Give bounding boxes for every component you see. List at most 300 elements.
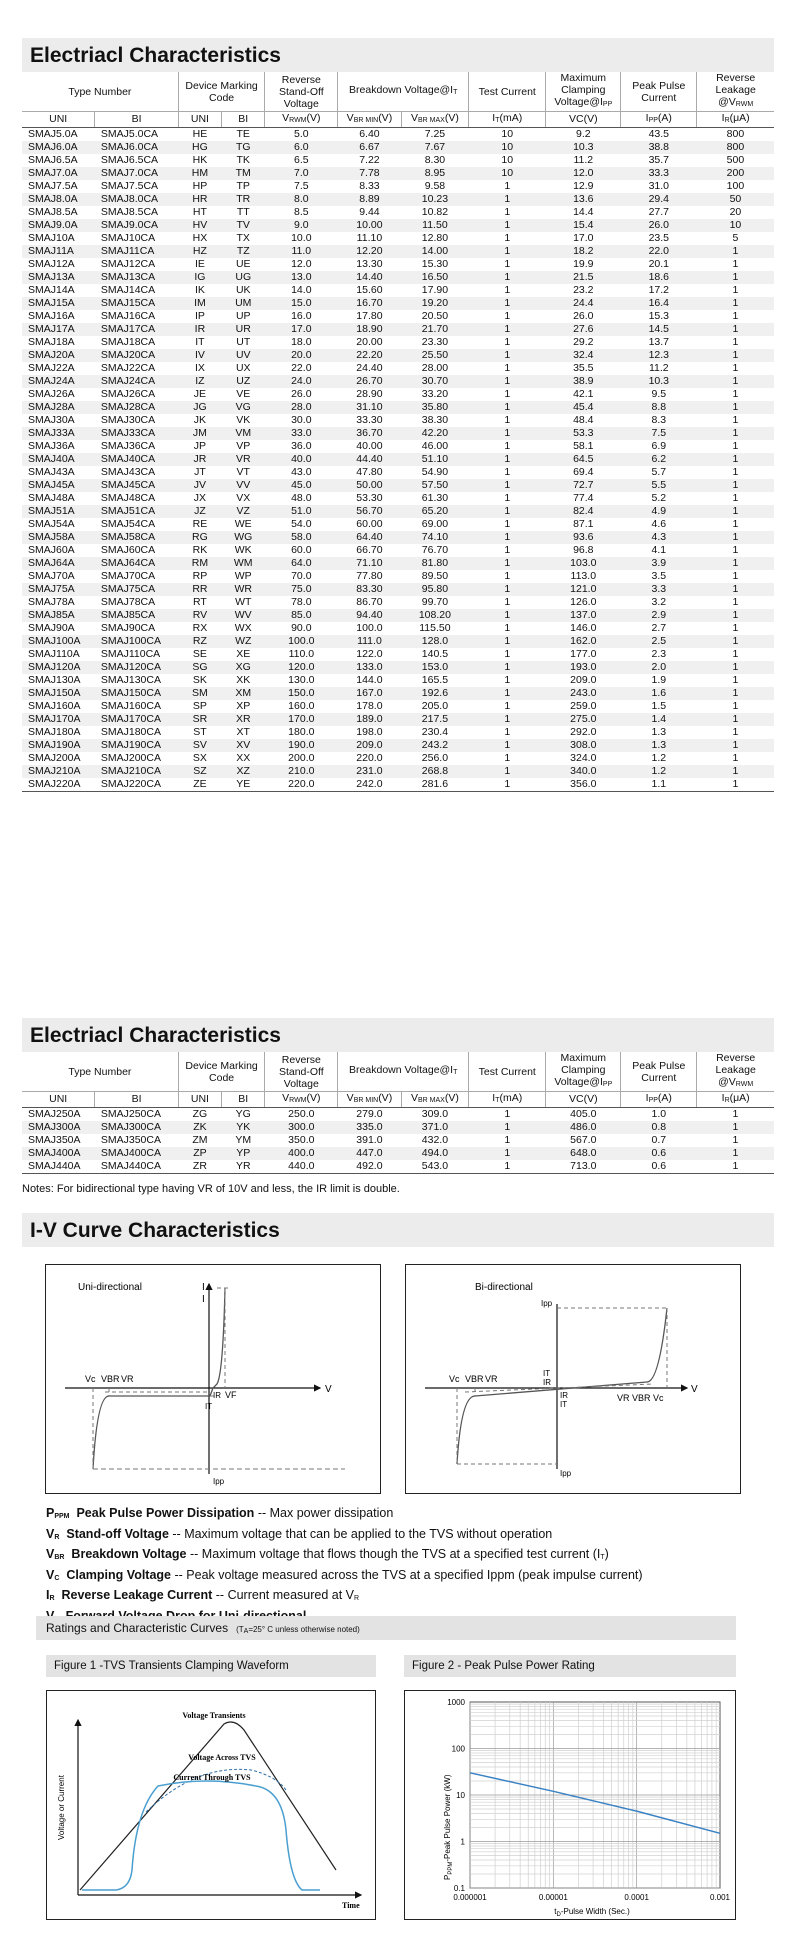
- hdr-leak: Reverse Leakage $@V_{RWM}$: [697, 72, 774, 112]
- table-cell: 57.50: [401, 479, 469, 492]
- table-cell: 1: [469, 219, 546, 232]
- table-cell: 356.0: [546, 778, 621, 792]
- hdr-test: Test Current: [469, 72, 546, 112]
- table-cell: HT: [192, 206, 207, 218]
- table-cell: SMAJ8.5A: [28, 206, 78, 218]
- table-cell: 8.0: [265, 193, 338, 206]
- table-cell: 100.0: [356, 622, 383, 634]
- table-cell: SMAJ400CA: [95, 1147, 178, 1160]
- def-pppm: $P_{PPM}$ Peak Pulse Power Dissipation -- Max power dissipation: [46, 1506, 394, 1520]
- table-cell: 60.00: [356, 518, 383, 530]
- table-row: [22, 1160, 774, 1174]
- table-cell: SMAJ110A: [28, 648, 80, 660]
- hdr-uni: UNI: [22, 112, 95, 128]
- table-cell: 5.5: [621, 479, 697, 492]
- table-cell: SMAJ130CA: [100, 674, 161, 686]
- table-cell: 24.0: [265, 375, 338, 388]
- table-cell: 308.0: [546, 739, 621, 752]
- table-cell: 391.0: [356, 1134, 383, 1146]
- table-cell: 1: [697, 1121, 774, 1134]
- hdr-mark-bi: BI: [222, 1092, 265, 1108]
- table-cell: 242.0: [338, 778, 401, 792]
- table-cell: 103.0: [546, 557, 621, 570]
- table-cell: VP: [236, 440, 251, 452]
- table-cell: 15.60: [356, 284, 383, 296]
- table-cell: SMAJ78CA: [100, 596, 156, 608]
- table-row: [22, 765, 774, 778]
- table-cell: 20: [729, 206, 742, 218]
- table-cell: 18.90: [338, 323, 401, 336]
- table-cell: 1.6: [621, 687, 697, 700]
- table-cell: 1: [504, 336, 511, 348]
- table-cell: SMAJ48CA: [100, 492, 156, 504]
- uni-ipp: Ipp: [213, 1477, 225, 1486]
- hdr-type-number: Type Number: [22, 72, 178, 112]
- hdr-marking: Device Marking Code: [178, 72, 265, 112]
- table-cell: 18.2: [546, 245, 621, 258]
- table-cell: YE: [222, 778, 265, 792]
- table-cell: 12.80: [421, 232, 449, 244]
- fig1-voltage-transients: [80, 1722, 336, 1890]
- table-cell: RX: [192, 622, 208, 634]
- hdr-vbr-max: $V_{BR MAX}(V)$: [401, 112, 469, 128]
- table-cell: SMAJ36A: [28, 440, 75, 452]
- fig2-y-tick: 1: [460, 1837, 465, 1847]
- table-cell: 46.00: [421, 440, 449, 452]
- bi-vr-vbr-vc: VR VBR Vc: [617, 1393, 664, 1403]
- table-cell: 162.0: [546, 635, 621, 648]
- table-cell: SMAJ75A: [22, 583, 95, 596]
- table-cell: 3.9: [621, 557, 697, 570]
- hdr-uni: UNI: [22, 1092, 95, 1108]
- table-cell: 56.70: [338, 505, 401, 518]
- table-cell: 20.0: [265, 349, 338, 362]
- table-cell: 15.3: [648, 310, 670, 322]
- table-cell: 1: [469, 401, 546, 414]
- table-row: [22, 440, 774, 453]
- table-cell: 12.3: [621, 349, 697, 362]
- table-cell: 250.0: [288, 1108, 315, 1120]
- table-cell: 1: [732, 700, 739, 712]
- table-cell: YR: [222, 1160, 265, 1174]
- hdr-breakdown: Breakdown $Voltage@I_T$: [338, 72, 469, 112]
- bi-vr: VR: [485, 1374, 498, 1384]
- table-cell: 11.10: [356, 232, 383, 244]
- table-cell: 71.10: [338, 557, 401, 570]
- hdr-mark-uni: UNI: [178, 112, 221, 128]
- table-cell: 1: [469, 687, 546, 700]
- table-row: [22, 739, 774, 752]
- table-cell: SMAJ14CA: [100, 284, 156, 296]
- table-cell: ZP: [178, 1147, 221, 1160]
- table-cell: VV: [222, 479, 265, 492]
- table-cell: 17.80: [356, 310, 383, 322]
- table-row: [22, 622, 774, 635]
- table-cell: 16.50: [401, 271, 469, 284]
- table-row: [22, 648, 774, 661]
- table-cell: 1: [469, 778, 546, 792]
- table-cell: 126.0: [570, 596, 597, 608]
- table-cell: 22.0: [291, 362, 312, 374]
- table-cell: ZK: [178, 1121, 221, 1134]
- table-cell: 130.0: [288, 674, 315, 686]
- table-cell: SMAJ28A: [22, 401, 95, 414]
- table-cell: 28.00: [421, 362, 449, 374]
- hdr-bi: BI: [95, 112, 178, 128]
- table-cell: 192.6: [401, 687, 469, 700]
- def-vbr: $V_{BR}$ Breakdown Voltage -- Maximum voltage that flows though the TVS at a specified test current $(I_T)$: [46, 1547, 609, 1561]
- table-cell: 146.0: [570, 622, 597, 634]
- table-cell: 7.5: [621, 427, 697, 440]
- table-cell: SMAJ7.0CA: [95, 167, 178, 180]
- table-cell: 75.0: [265, 583, 338, 596]
- table-cell: 1: [469, 713, 546, 726]
- table-cell: SMAJ6.0CA: [95, 141, 178, 154]
- hdr-marking: Device Marking Code: [178, 1052, 265, 1092]
- table-cell: WE: [234, 518, 252, 530]
- table-cell: 10: [501, 154, 514, 166]
- table-cell: 1: [469, 245, 546, 258]
- table-cell: SMAJ100A: [22, 635, 95, 648]
- table-cell: 1.1: [621, 778, 697, 792]
- hdr-test: Test Current: [469, 1052, 546, 1092]
- table-cell: UE: [235, 258, 251, 270]
- fig2-grid: [470, 1702, 720, 1888]
- table-cell: IX: [194, 362, 205, 374]
- hdr-standoff: Reverse Stand-Off Voltage: [265, 1052, 338, 1092]
- table-cell: 200: [697, 167, 774, 180]
- table-cell: 2.3: [651, 648, 667, 660]
- table-cell: 44.40: [338, 453, 401, 466]
- table-cell: HG: [178, 141, 221, 154]
- table-cell: 1: [504, 1134, 511, 1146]
- table-cell: 1: [697, 453, 774, 466]
- table-row: [22, 518, 774, 531]
- table-cell: UZ: [222, 375, 265, 388]
- table-cell: 1.9: [651, 674, 667, 686]
- table-cell: SMAJ350CA: [100, 1134, 161, 1146]
- table-cell: 1: [697, 713, 774, 726]
- table-cell: 35.5: [573, 362, 594, 374]
- table-cell: 111.0: [338, 635, 401, 648]
- table-cell: 10.23: [401, 193, 469, 206]
- table-cell: 6.5: [294, 154, 309, 166]
- table-cell: JK: [193, 414, 207, 426]
- table-cell: SMAJ45CA: [95, 479, 178, 492]
- table-cell: 16.70: [338, 297, 401, 310]
- table-cell: 7.5: [294, 180, 309, 192]
- table-cell: TG: [222, 141, 265, 154]
- table-cell: 8.30: [424, 154, 446, 166]
- fig2-y-tick: 100: [451, 1744, 465, 1754]
- table-cell: WM: [222, 557, 265, 570]
- bidirectional-note: Notes: For bidirectional type having VR of 10V and less, the IR limit is double.: [22, 1183, 400, 1195]
- table-cell: XP: [236, 700, 251, 712]
- table-cell: SMAJ22CA: [100, 362, 156, 374]
- table-cell: 10.82: [421, 206, 449, 218]
- hdr-ipp: $I_{PP}(A)$: [621, 1092, 697, 1108]
- table-cell: SMAJ64A: [22, 557, 95, 570]
- table-cell: WR: [222, 583, 265, 596]
- table-row: [22, 271, 774, 284]
- table-cell: 1: [697, 245, 774, 258]
- table-cell: SMAJ150A: [22, 687, 95, 700]
- table-cell: SMAJ300CA: [95, 1121, 178, 1134]
- table-cell: 90.0: [291, 622, 312, 634]
- table-cell: SMAJ190A: [22, 739, 95, 752]
- table-cell: 7.0: [265, 167, 338, 180]
- table-cell: 300.0: [265, 1121, 338, 1134]
- table-cell: SMAJ220CA: [95, 778, 178, 792]
- table-cell: 7.25: [424, 128, 446, 140]
- fig2-x-tick: 0.000001: [453, 1893, 487, 1902]
- hdr-mark-uni: UNI: [178, 1092, 221, 1108]
- table-cell: 74.10: [401, 531, 469, 544]
- fig2-y-tick: 10: [456, 1791, 465, 1800]
- parameter-definitions: [46, 1505, 766, 1628]
- table-cell: HM: [178, 167, 221, 180]
- table-cell: VM: [222, 427, 265, 440]
- fig2-y-tick: 0.1: [453, 1884, 465, 1893]
- table-cell: 1: [469, 349, 546, 362]
- table-cell: SMAJ15CA: [95, 297, 178, 310]
- table-cell: SMAJ36CA: [100, 440, 156, 452]
- table-cell: 10: [697, 219, 774, 232]
- table-cell: SMAJ5.0CA: [100, 128, 159, 140]
- table-cell: 61.30: [421, 492, 449, 504]
- table-row: [22, 778, 774, 792]
- table-cell: 20.1: [648, 258, 670, 270]
- table-row: [22, 596, 774, 609]
- table-row: [22, 687, 774, 700]
- bi-dashes: [457, 1308, 667, 1464]
- table-cell: 78.0: [291, 596, 312, 608]
- table-cell: 1: [697, 739, 774, 752]
- table-cell: SMAJ190CA: [95, 739, 178, 752]
- table-cell: 6.40: [359, 128, 380, 140]
- table-cell: JE: [193, 388, 207, 400]
- table-cell: 36.0: [291, 440, 312, 452]
- table-row: [22, 414, 774, 427]
- table-cell: WX: [234, 622, 252, 634]
- table-cell: 35.80: [401, 401, 469, 414]
- table-cell: 1: [504, 466, 511, 478]
- table-cell: 1: [504, 726, 511, 738]
- table-cell: 10: [469, 141, 546, 154]
- table-cell: SMAJ200CA: [100, 752, 161, 764]
- table-cell: YG: [235, 1108, 251, 1120]
- table-cell: SMAJ40CA: [95, 453, 178, 466]
- table-cell: 12.0: [291, 258, 312, 270]
- table-cell: SMAJ33A: [22, 427, 95, 440]
- table-cell: 14.5: [621, 323, 697, 336]
- table-cell: 4.6: [651, 518, 667, 530]
- table-row: [22, 167, 774, 180]
- table-cell: SMAJ51CA: [95, 505, 178, 518]
- table-cell: 1: [504, 518, 511, 530]
- uni-vbr: VBR: [101, 1374, 120, 1384]
- table-cell: HV: [178, 219, 221, 232]
- table-cell: 31.0: [648, 180, 670, 192]
- table-cell: 713.0: [546, 1160, 621, 1174]
- table-cell: 22.20: [338, 349, 401, 362]
- figure2-title: Figure 2 - Peak Pulse Power Rating: [404, 1655, 736, 1677]
- table-cell: HZ: [178, 245, 221, 258]
- table-cell: SMAJ18A: [28, 336, 75, 348]
- table-cell: XV: [222, 739, 265, 752]
- table-cell: 1: [469, 375, 546, 388]
- table-cell: 36.70: [338, 427, 401, 440]
- table-cell: 9.5: [651, 388, 667, 400]
- table-cell: HR: [178, 193, 221, 206]
- table-cell: 1.5: [651, 700, 667, 712]
- table-cell: 64.40: [338, 531, 401, 544]
- table-row: [22, 206, 774, 219]
- table-cell: 20.00: [356, 336, 383, 348]
- table-cell: 11.2: [648, 362, 669, 374]
- table-row: [22, 323, 774, 336]
- characteristics-table-2: [22, 1052, 774, 1174]
- table-row: [22, 388, 774, 401]
- table-cell: 22.0: [621, 245, 697, 258]
- table-cell: IT: [195, 336, 205, 348]
- table-cell: 1: [732, 414, 739, 426]
- figure1-waveform: [46, 1690, 376, 1920]
- table-cell: VZ: [222, 505, 265, 518]
- table-cell: 48.4: [573, 414, 594, 426]
- table-cell: 53.30: [356, 492, 383, 504]
- table-cell: UP: [235, 310, 251, 322]
- table-cell: 45.4: [546, 401, 621, 414]
- hdr-vbr-min: $V_{BR MIN}(V)$: [338, 112, 401, 128]
- table-cell: 1: [469, 609, 546, 622]
- table-cell: SMAJ78A: [28, 596, 75, 608]
- table-cell: 89.50: [421, 570, 449, 582]
- fig2-x-tick: 0.0001: [624, 1893, 649, 1902]
- table-cell: XM: [222, 687, 265, 700]
- table-cell: 1: [697, 687, 774, 700]
- table-cell: 165.5: [421, 674, 449, 686]
- table-cell: 45.0: [265, 479, 338, 492]
- table-cell: SMAJ180CA: [100, 726, 161, 738]
- table-cell: 93.6: [546, 531, 621, 544]
- table-cell: SMAJ350A: [28, 1134, 81, 1146]
- uni-iv-diagram: [45, 1264, 381, 1494]
- table-cell: 1: [732, 466, 739, 478]
- table-cell: 66.70: [356, 544, 383, 556]
- table-cell: 121.0: [546, 583, 621, 596]
- uni-i-label: I: [202, 1282, 205, 1293]
- table-cell: UX: [235, 362, 251, 374]
- table-cell: 16.0: [291, 310, 312, 322]
- table-cell: SMAJ7.5CA: [100, 180, 159, 192]
- table-cell: SMAJ43CA: [100, 466, 156, 478]
- table-cell: 5.7: [651, 466, 667, 478]
- table-row: [22, 700, 774, 713]
- table-row: [22, 154, 774, 167]
- table-cell: VE: [236, 388, 251, 400]
- table-cell: 1: [504, 440, 511, 452]
- table-cell: UK: [235, 284, 251, 296]
- table-cell: IM: [178, 297, 221, 310]
- table-cell: 160.0: [288, 700, 315, 712]
- fig1-ylabel: Voltage or Current: [57, 1775, 66, 1840]
- hdr-pulse: Peak Pulse Current: [621, 1052, 697, 1092]
- table-cell: SMAJ48A: [28, 492, 75, 504]
- table-row: [22, 583, 774, 596]
- table-cell: 27.7: [648, 206, 670, 218]
- table-cell: WZ: [222, 635, 265, 648]
- table-cell: 38.30: [421, 414, 449, 426]
- table-row: [22, 245, 774, 258]
- table-cell: 19.9: [573, 258, 594, 270]
- table-cell: SMAJ11A: [22, 245, 95, 258]
- table-cell: SMAJ180A: [28, 726, 81, 738]
- table-cell: YM: [235, 1134, 252, 1146]
- table-cell: 14.4: [573, 206, 594, 218]
- table-row: [22, 570, 774, 583]
- table-cell: 217.5: [401, 713, 469, 726]
- table-cell: 1: [504, 570, 511, 582]
- table-cell: SMAJ26A: [28, 388, 75, 400]
- table-cell: 14.40: [338, 271, 401, 284]
- table-cell: 76.70: [421, 544, 449, 556]
- table-cell: SMAJ6.0A: [22, 141, 95, 154]
- table-cell: RZ: [178, 635, 221, 648]
- table-cell: 350.0: [288, 1134, 315, 1146]
- table-cell: 1: [732, 518, 739, 530]
- table-cell: 38.9: [546, 375, 621, 388]
- table-cell: 1: [697, 531, 774, 544]
- table-cell: 8.89: [338, 193, 401, 206]
- table-cell: 292.0: [570, 726, 597, 738]
- table-cell: RV: [178, 609, 221, 622]
- table-cell: SMAJ9.0A: [22, 219, 95, 232]
- table-cell: VT: [236, 466, 250, 478]
- table-cell: 120.0: [265, 661, 338, 674]
- table-cell: 0.6: [621, 1147, 697, 1160]
- table-cell: 1: [504, 206, 511, 218]
- table-cell: 8.33: [359, 180, 380, 192]
- table-cell: 1: [469, 271, 546, 284]
- table-cell: 1.4: [621, 713, 697, 726]
- table-cell: SMAJ51A: [22, 505, 95, 518]
- table-cell: 42.1: [573, 388, 594, 400]
- table-cell: 30.70: [401, 375, 469, 388]
- table-cell: 2.7: [651, 622, 667, 634]
- table-cell: 10: [469, 167, 546, 180]
- table-cell: UT: [236, 336, 251, 348]
- table-cell: 18.6: [621, 271, 697, 284]
- table-row: [22, 401, 774, 414]
- table-cell: XE: [236, 648, 251, 660]
- table-cell: SE: [192, 648, 207, 660]
- table-cell: IP: [194, 310, 205, 322]
- def-vc: $V_C$ Clamping Voltage -- Peak voltage measured across the TVS at a specified Ippm (peak impulse current): [46, 1567, 643, 1582]
- table-cell: 1: [504, 596, 511, 608]
- table-cell: SMAJ58A: [22, 531, 95, 544]
- table-row: [22, 362, 774, 375]
- table-cell: SMAJ14A: [28, 284, 75, 296]
- characteristics-table-1: [22, 72, 774, 792]
- fig1-xlabel: Time: [342, 1901, 360, 1910]
- table-cell: 54.0: [291, 518, 312, 530]
- table-cell: 72.7: [546, 479, 621, 492]
- table-cell: 567.0: [570, 1134, 597, 1146]
- table-cell: 193.0: [546, 661, 621, 674]
- table-cell: SMAJ6.5A: [28, 154, 78, 166]
- table-cell: 26.0: [621, 219, 697, 232]
